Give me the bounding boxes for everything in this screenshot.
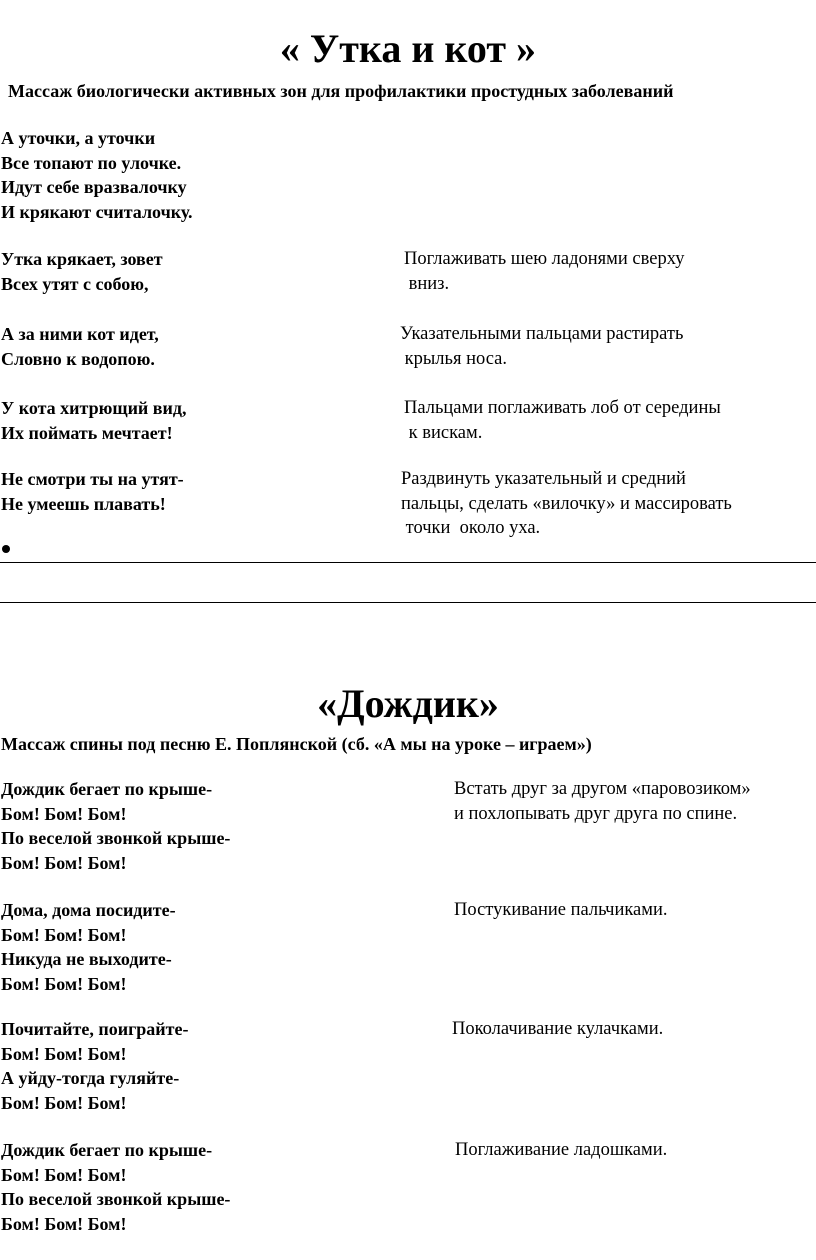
verse-line: По веселой звонкой крыше- [1, 1189, 231, 1209]
verse-line: А за ними кот идет, [1, 324, 159, 344]
section1-subtitle: Массаж биологически активных зон для профилактики простудных заболеваний [8, 81, 674, 101]
verse-line: Всех утят с собою, [1, 273, 149, 294]
verse-line: Идут себе вразвалочку [1, 177, 187, 197]
instruction-4 [401, 467, 732, 541]
instruction-line: Пальцами поглаживать лоб от середины [404, 398, 721, 418]
verse-line: Бом! Бом! Бом! [1, 1213, 127, 1234]
verse-line: Бом! Бом! Бом! [1, 1043, 127, 1064]
verse-line: Словно к водопою. [1, 348, 155, 369]
verse-line: Бом! Бом! Бом! [1, 1164, 127, 1185]
verse-line: Дождик бегает по крыше- [1, 1140, 213, 1160]
instruction-line: Раздвинуть указательный и средний [401, 469, 686, 489]
verse-line: Бом! Бом! Бом! [1, 924, 127, 945]
bullet [2, 545, 10, 553]
instruction-1 [404, 247, 685, 296]
instruction-line: Поколачивание кулачками. [452, 1019, 664, 1039]
verse-line: Не умеешь плавать! [1, 493, 166, 514]
instruction-line: и похлопывать друг друга по спине. [454, 803, 738, 824]
verse-line: По веселой звонкой крыше- [1, 828, 231, 848]
verse-5 [1, 777, 230, 875]
instruction-line: вниз. [404, 273, 450, 294]
verse-line: Дождик бегает по крыше- [1, 779, 213, 799]
section2-subtitle: Массаж спины под песню Е. Поплянской (сб. «А мы на уроке – играем») [1, 734, 592, 754]
verse-line: Почитайте, поиграйте- [1, 1019, 189, 1039]
instruction-line: крылья носа. [400, 348, 507, 369]
verse-line: Бом! Бом! Бом! [1, 852, 127, 873]
verse-line: Все топают по улочке. [1, 152, 182, 173]
verse-7 [1, 1017, 188, 1115]
instruction-line: пальцы, сделать «вилочку» и массировать [401, 493, 732, 514]
instruction-line: к вискам. [404, 422, 483, 443]
instruction-line: Поглаживание ладошками. [455, 1140, 668, 1160]
verse-6 [1, 898, 176, 996]
instruction-line: Постукивание пальчиками. [454, 900, 668, 920]
verse-line: И крякают считалочку. [1, 201, 193, 222]
instruction-7 [452, 1017, 663, 1042]
verse-line: А уточки, а уточки [1, 128, 156, 148]
intro-verse [1, 126, 193, 224]
verse-line: А уйду-тогда гуляйте- [1, 1068, 180, 1088]
verse-1 [1, 247, 163, 296]
verse-line: Не смотри ты на утят- [1, 469, 184, 489]
instruction-line: Указательными пальцами растирать [400, 324, 684, 344]
divider-line [0, 602, 816, 603]
verse-line: Бом! Бом! Бом! [1, 973, 127, 994]
divider-line [0, 562, 816, 563]
instruction-line: Встать друг за другом «паровозиком» [454, 779, 751, 799]
verse-4 [1, 467, 184, 516]
verse-line: Утка крякает, зовет [1, 249, 163, 269]
instruction-6 [454, 898, 668, 923]
verse-8 [1, 1138, 230, 1236]
verse-line: Их поймать мечтает! [1, 422, 173, 443]
verse-3 [1, 396, 187, 445]
verse-line: Бом! Бом! Бом! [1, 803, 127, 824]
instruction-5 [454, 777, 751, 826]
section2-title: «Дождик» [317, 681, 499, 726]
verse-line: Дома, дома посидите- [1, 900, 176, 920]
verse-2 [1, 322, 159, 371]
verse-line: Никуда не выходите- [1, 949, 172, 969]
verse-line: У кота хитрющий вид, [1, 398, 187, 418]
instruction-8 [455, 1138, 667, 1163]
verse-line: Бом! Бом! Бом! [1, 1092, 127, 1113]
section1-title: « Утка и кот » [279, 26, 537, 71]
instruction-2 [400, 322, 683, 371]
instruction-line: точки около уха. [401, 518, 541, 538]
instruction-3 [404, 396, 721, 445]
instruction-line: Поглаживать шею ладонями сверху [404, 249, 685, 269]
